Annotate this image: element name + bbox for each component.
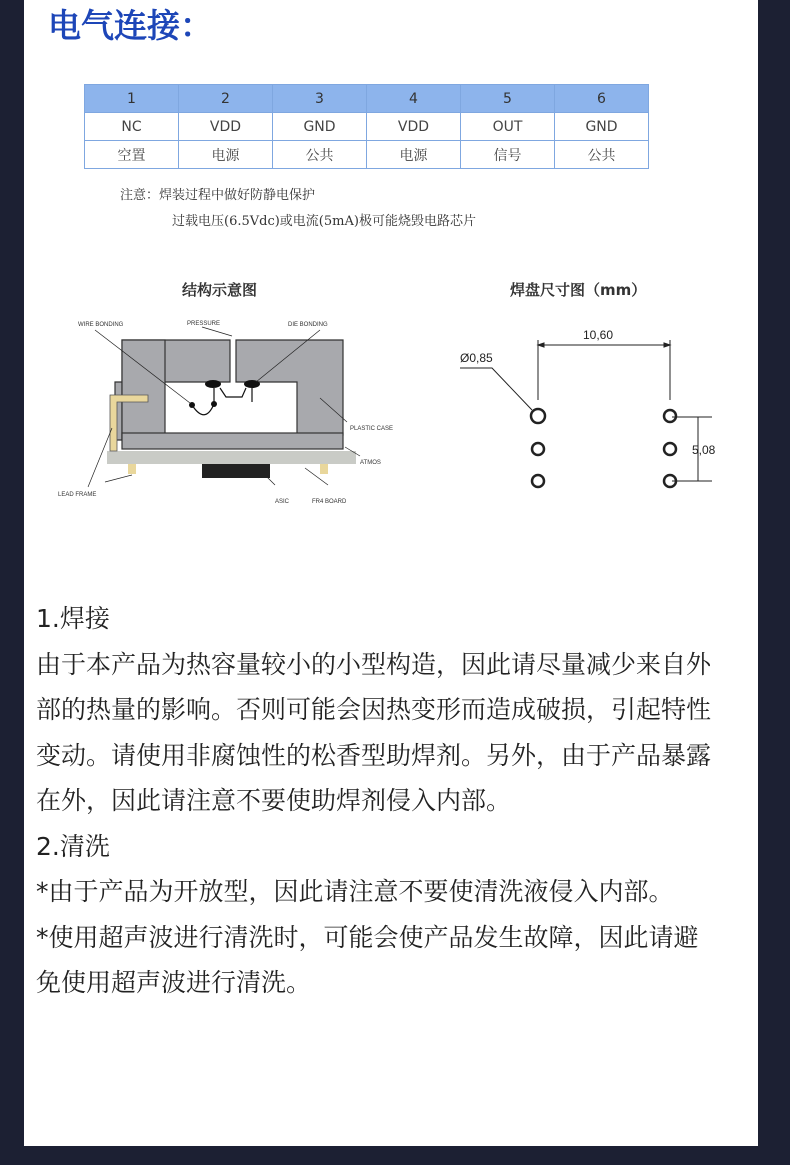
label-atmos: ATMOS: [360, 460, 381, 466]
cell: GND: [273, 113, 367, 141]
structure-diagram: [50, 310, 410, 510]
cell: 4: [367, 85, 461, 113]
cell: VDD: [367, 113, 461, 141]
cell: 3: [273, 85, 367, 113]
paragraph: 由于本产品为热容量较小的小型构造，因此请尽量减少来自外部的热量的影响。否则可能会因热变形而造成破损，引起特性变动。请使用非腐蚀性的松香型助焊剂。另外，由于产品暴露在外，因此请注意不要使助焊剂侵入内部。: [36, 649, 712, 815]
cell: OUT: [461, 113, 555, 141]
cell: 1: [85, 85, 179, 113]
heading-soldering: 1.焊接: [36, 604, 110, 633]
cell: 信号: [461, 141, 555, 169]
cell: 电源: [179, 141, 273, 169]
instructions-text: [36, 596, 716, 1006]
pad-title: 焊盘尺寸图（mm）: [510, 281, 647, 299]
label-die-bonding: DIE BONDING: [288, 322, 328, 328]
cell: NC: [85, 113, 179, 141]
cell: 电源: [367, 141, 461, 169]
pin-table: [84, 84, 649, 169]
note-line: 过载电压(6.5Vdc)或电流(5mA)极可能烧毁电路芯片: [172, 214, 476, 229]
label-pressure: PRESSURE: [187, 321, 221, 327]
pad-diagram: [450, 320, 740, 510]
cell: 公共: [555, 141, 649, 169]
cell: GND: [555, 113, 649, 141]
cell: 空置: [85, 141, 179, 169]
page-title: 电气连接：: [48, 6, 213, 45]
label-wire-bonding: WIRE BONDING: [78, 322, 124, 328]
heading-cleaning: 2.清洗: [36, 831, 110, 861]
cell: 2: [179, 85, 273, 113]
cell: VDD: [179, 113, 273, 141]
cell: 6: [555, 85, 649, 113]
cell: 公共: [273, 141, 367, 169]
note-line: 注意：焊装过程中做好防静电保护: [120, 188, 316, 203]
dim-hole: Ø0,85: [460, 351, 493, 365]
label-plastic-case: PLASTIC CASE: [350, 426, 394, 432]
label-asic: ASIC: [275, 499, 290, 505]
structure-title: 结构示意图: [182, 281, 258, 299]
label-fr4: FR4 BOARD: [312, 499, 347, 505]
dim-pitch: 5,08: [692, 443, 716, 457]
label-lead-frame: LEAD FRAME: [58, 492, 97, 498]
paragraph: *使用超声波进行清洗时，可能会使产品发生故障，因此请避免使用超声波进行清洗。: [36, 922, 699, 997]
cell: 5: [461, 85, 555, 113]
dim-width: 10,60: [583, 328, 614, 342]
paragraph: *由于产品为开放型，因此请注意不要使清洗液侵入内部。: [36, 877, 674, 906]
